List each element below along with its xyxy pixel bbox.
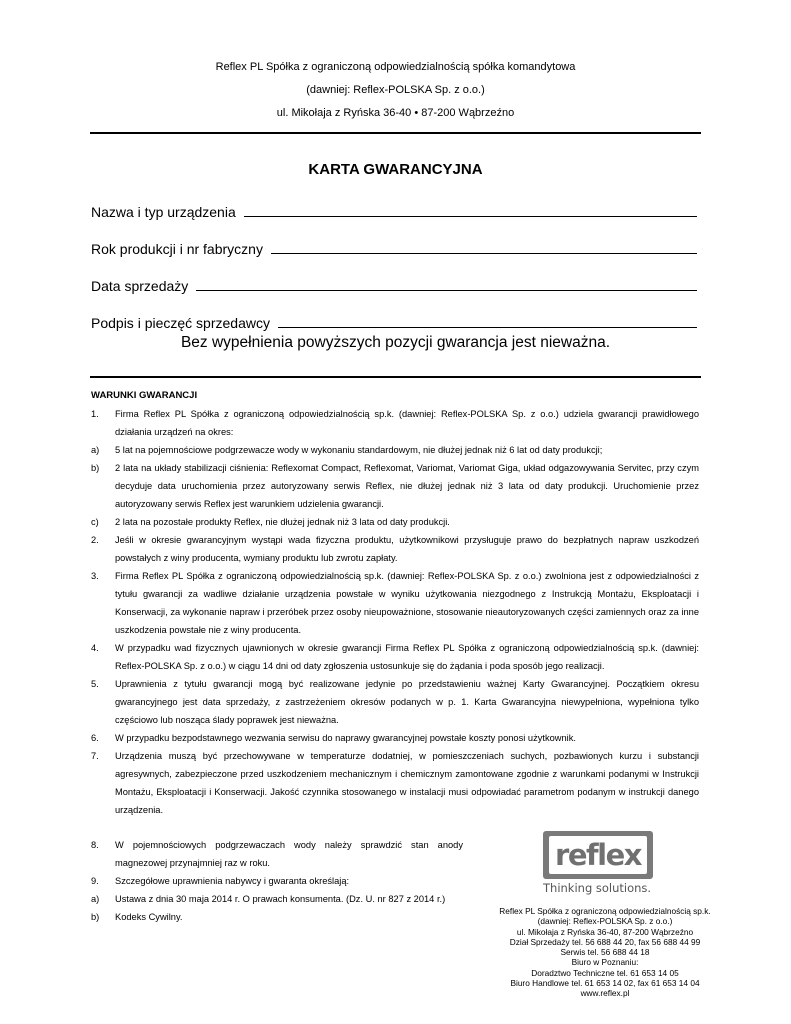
term-marker: 1. <box>91 409 99 419</box>
term-marker: 6. <box>91 733 99 743</box>
term-item <box>91 639 699 675</box>
field-line <box>271 253 697 254</box>
term-text: Firma Reflex PL Spółka z ograniczoną odpowiedzialnością sp.k. (dawniej: Reflex-POLSKA Sp. z o.o.) udziela gwarancji prawidłowego działania urządzeń na okres: <box>115 409 699 437</box>
company-line: ul. Mikołaja z Ryńska 36-40, 87-200 Wąbrzeźno <box>516 926 694 937</box>
term-item <box>91 459 699 513</box>
company-contact-block <box>465 906 745 999</box>
company-line: www.reflex.pl <box>580 988 630 999</box>
field-label: Rok produkcji i nr fabryczny <box>91 241 263 257</box>
term-text: Firma Reflex PL Spółka z ograniczoną odpowiedzialnością sp.k. (dawniej: Reflex-POLSKA Sp. z o.o.) zwolniona jest z odpowiedzialności z tytułu gwarancji za wadliwe działanie urządzenia powstałe w wyniku użytkowania niezgodnego z Instrukcją Montażu, Eksploatacji i Konserwacji, za wykonanie napraw i przeróbek przez osoby nieupoważnione, stosowanie nieautoryzowanych części zamiennych oraz za inne uszkodzenia powstałe nie z winy producenta. <box>115 571 699 635</box>
company-line: Biuro Handlowe tel. 61 653 14 02, fax 61 653 14 04 <box>510 978 700 989</box>
term-marker: b) <box>91 463 100 473</box>
term-text: Szczegółowe uprawnienia nabywcy i gwaranta określają: <box>115 876 350 886</box>
validity-notice: Bez wypełnienia powyższych pozycji gwarancja jest nieważna. <box>180 334 611 351</box>
term-text: W przypadku wad fizycznych ujawnionych w okresie gwarancji Firma Reflex PL Spółka z ograniczoną odpowiedzialnością sp.k. (dawniej: Reflex-POLSKA Sp. z o.o.) w ciągu 14 dni od daty zgłoszenia ustosunkuje się do żądania i poda sposób jego realizacji. <box>115 643 699 671</box>
term-text: 2 lata na pozostałe produkty Reflex, nie dłużej jednak niż 3 lata od daty produkcji. <box>115 517 450 527</box>
term-text: W przypadku bezpodstawnego wezwania serwisu do naprawy gwarancyjnej powstałe koszty ponosi użytkownik. <box>115 733 576 743</box>
term-text: 2 lata na układy stabilizacji ciśnienia: Reflexomat Compact, Reflexomat, Variomat, Variomat Giga, układ odgazowywania Servitec, przy czym decyduje data uruchomienia przez autoryzowany serwis Reflex, nie dłużej jednak niż 3 lata od daty produkcji. Uruchomienie przez autoryzowany serwis Reflex jest warunkiem udzielenia gwarancji. <box>115 463 699 509</box>
term-marker: 3. <box>91 571 99 581</box>
term-marker: a) <box>91 445 100 455</box>
logo-tagline: Thinking solutions. <box>543 881 652 895</box>
term-text: Ustawa z dnia 30 maja 2014 r. O prawach konsumenta. (Dz. U. nr 827 z 2014 r.) <box>115 894 446 904</box>
term-item <box>91 890 463 908</box>
term-text: W pojemnościowych podgrzewaczach wody należy sprawdzić stan anody magnezowej przynajmniej raz w roku. <box>115 840 463 868</box>
term-text: Kodeks Cywilny. <box>115 912 183 922</box>
production-year-field[interactable] <box>91 223 697 260</box>
term-item <box>91 836 463 872</box>
terms-heading: WARUNKI GWARANCJI <box>91 390 198 401</box>
document-header <box>0 56 791 125</box>
company-line: Reflex PL Spółka z ograniczoną odpowiedzialnością sp.k. <box>499 906 711 916</box>
terms-list-narrow <box>91 836 463 926</box>
form-fields <box>91 186 697 334</box>
company-line: Doradztwo Techniczne tel. 61 653 14 05 <box>531 967 679 978</box>
term-text: 5 lat na pojemnościowe podgrzewacze wody w wykonaniu standardowym, nie dłużej jednak niż 6 lat od daty produkcji; <box>115 445 603 455</box>
company-line: Serwis tel. 56 688 44 18 <box>560 947 650 958</box>
term-marker: 7. <box>91 751 99 761</box>
terms-list <box>91 405 699 819</box>
term-item <box>91 908 463 926</box>
term-item <box>91 405 699 441</box>
company-line: Biuro w Poznaniu: <box>571 957 639 968</box>
term-item <box>91 747 699 819</box>
term-marker: 2. <box>91 535 99 545</box>
term-item <box>91 513 699 531</box>
term-item <box>91 531 699 567</box>
field-line <box>244 216 697 217</box>
top-divider <box>90 132 701 134</box>
logo-word: reflex <box>555 837 641 872</box>
logo-inner <box>549 836 647 874</box>
header-former-name: (dawniej: Reflex-POLSKA Sp. z o.o.) <box>306 84 485 96</box>
term-text: Urządzenia muszą być przechowywane w temperaturze dodatniej, w pomieszczeniach suchych, pozbawionych kurzu i substancji agresywnych, zabezpieczone przed uszkodzeniem mechanicznym i chemicznym zamontowane zgodnie z warunkami podanymi w Instrukcji Montażu, Eksploatacji i Konserwacji. Jakość czynnika stosowanego w instalacji musi odpowiadać parametrom podanym w instrukcji danego urządzenia. <box>115 751 699 815</box>
company-line: Dział Sprzedaży tel. 56 688 44 20, fax 56 688 44 99 <box>509 936 701 947</box>
term-marker: c) <box>91 517 99 527</box>
term-item <box>91 441 699 459</box>
sale-date-field[interactable] <box>91 260 697 297</box>
term-marker: 5. <box>91 679 99 689</box>
field-label: Nazwa i typ urządzenia <box>91 204 236 220</box>
term-marker: b) <box>91 912 100 922</box>
device-name-field[interactable] <box>91 186 697 223</box>
term-marker: 8. <box>91 840 99 850</box>
term-item <box>91 567 699 639</box>
reflex-logo <box>543 831 653 879</box>
field-line <box>196 290 697 291</box>
field-label: Data sprzedaży <box>91 278 189 294</box>
company-line: (dawniej: Reflex-POLSKA Sp. z o.o.) <box>537 916 673 927</box>
term-item <box>91 729 699 747</box>
header-address: ul. Mikołaja z Ryńska 36-40 • 87-200 Wąbrzeźno <box>276 107 515 119</box>
term-marker: a) <box>91 894 100 904</box>
term-text: Jeśli w okresie gwarancyjnym wystąpi wada fizyczna produktu, użytkownikowi przysługuje prawo do bezpłatnych napraw uszkodzeń powstałych z winy producenta, wymiany produktu lub zwrotu zapłaty. <box>115 535 699 563</box>
field-label: Podpis i pieczęć sprzedawcy <box>91 315 270 331</box>
term-item <box>91 675 699 729</box>
term-item <box>91 872 463 890</box>
middle-divider <box>90 376 701 378</box>
term-text: Uprawnienia z tytułu gwarancji mogą być realizowane jedynie po przedstawieniu ważnej Karty Gwarancyjnej. Początkiem okresu gwarancyjnego jest data sprzedaży, z zastrzeżeniem okresów podanych w p. 1. Karta Gwarancyjna niewypełniona, wypełniona tylko częściowo lub nosząca ślady poprawek jest nieważna. <box>115 679 699 725</box>
seller-signature-field[interactable] <box>91 297 697 334</box>
header-company-name: Reflex PL Spółka z ograniczoną odpowiedzialnością spółka komandytowa <box>215 61 576 73</box>
term-marker: 4. <box>91 643 99 653</box>
page-title: KARTA GWARANCYJNA <box>308 161 483 178</box>
field-line <box>278 327 697 328</box>
term-marker: 9. <box>91 876 99 886</box>
